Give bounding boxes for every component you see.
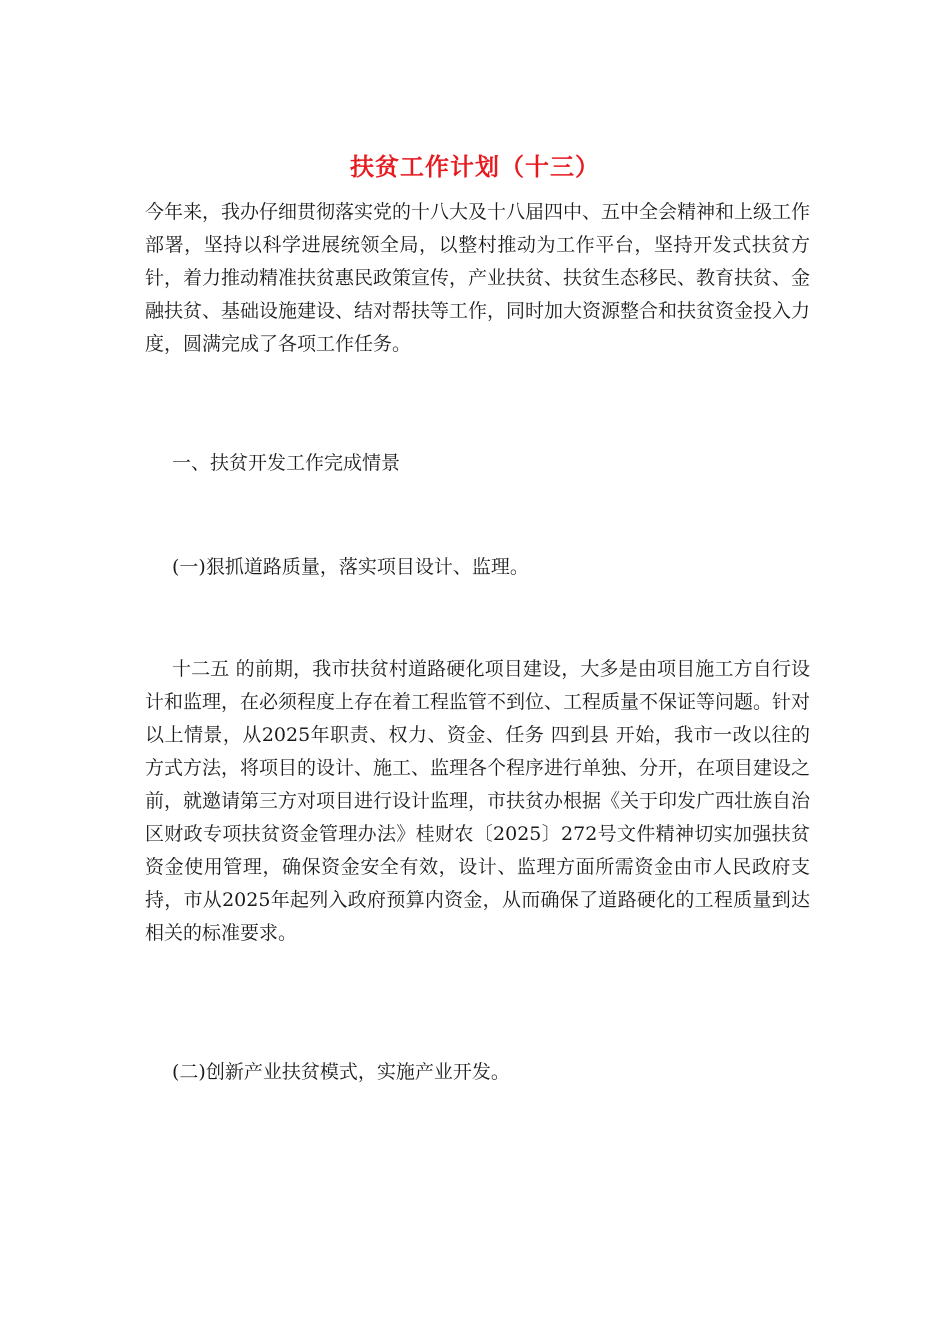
subsection-heading-2: (二)创新产业扶贫模式，实施产业开发。 (172, 1061, 510, 1083)
subsection-heading-1: (一)狠抓道路质量，落实项目设计、监理。 (172, 556, 529, 578)
document-title: 扶贫工作计划（十三） (350, 152, 600, 181)
intro-paragraph: 今年来，我办仔细贯彻落实党的十八大及十八届四中、五中全会精神和上级工作部署，坚持以科学进展统领全局，以整村推动为工作平台，坚持开发式扶贫方针，着力推动精准扶贫惠民政策宣传，产业扶贫、扶贫生态移民、教育扶贫、金融扶贫、基础设施建设、结对帮扶等工作，同时加大资源整合和扶贫资金投入力度，圆满完成了各项工作任务。 (145, 201, 811, 355)
body-paragraph-1: 十二五 的前期，我市扶贫村道路硬化项目建设，大多是由项目施工方自行设计和监理，在必须程度上存在着工程监管不到位、工程质量不保证等问题。针对以上情景，从2025年职责、权力、资金、任务 四到县 开始，我市一改以往的方式方法，将项目的设计、施工、监理各个程序进行单独、分开，在项目建设之前，就邀请第三方对项目进行设计监理，市扶贫办根据《关于印发广西壮族自治区财政专项扶贫资金管理办法》桂财农〔2025〕272号文件精神切实加强扶贫资金使用管理，确保资金安全有效，设计、监理方面所需资金由市人民政府支持，市从2025年起列入政府预算内资金，从而确保了道路硬化的工程质量到达相关的标准要求。 (145, 658, 811, 944)
section-heading-1: 一、扶贫开发工作完成情景 (172, 452, 401, 474)
